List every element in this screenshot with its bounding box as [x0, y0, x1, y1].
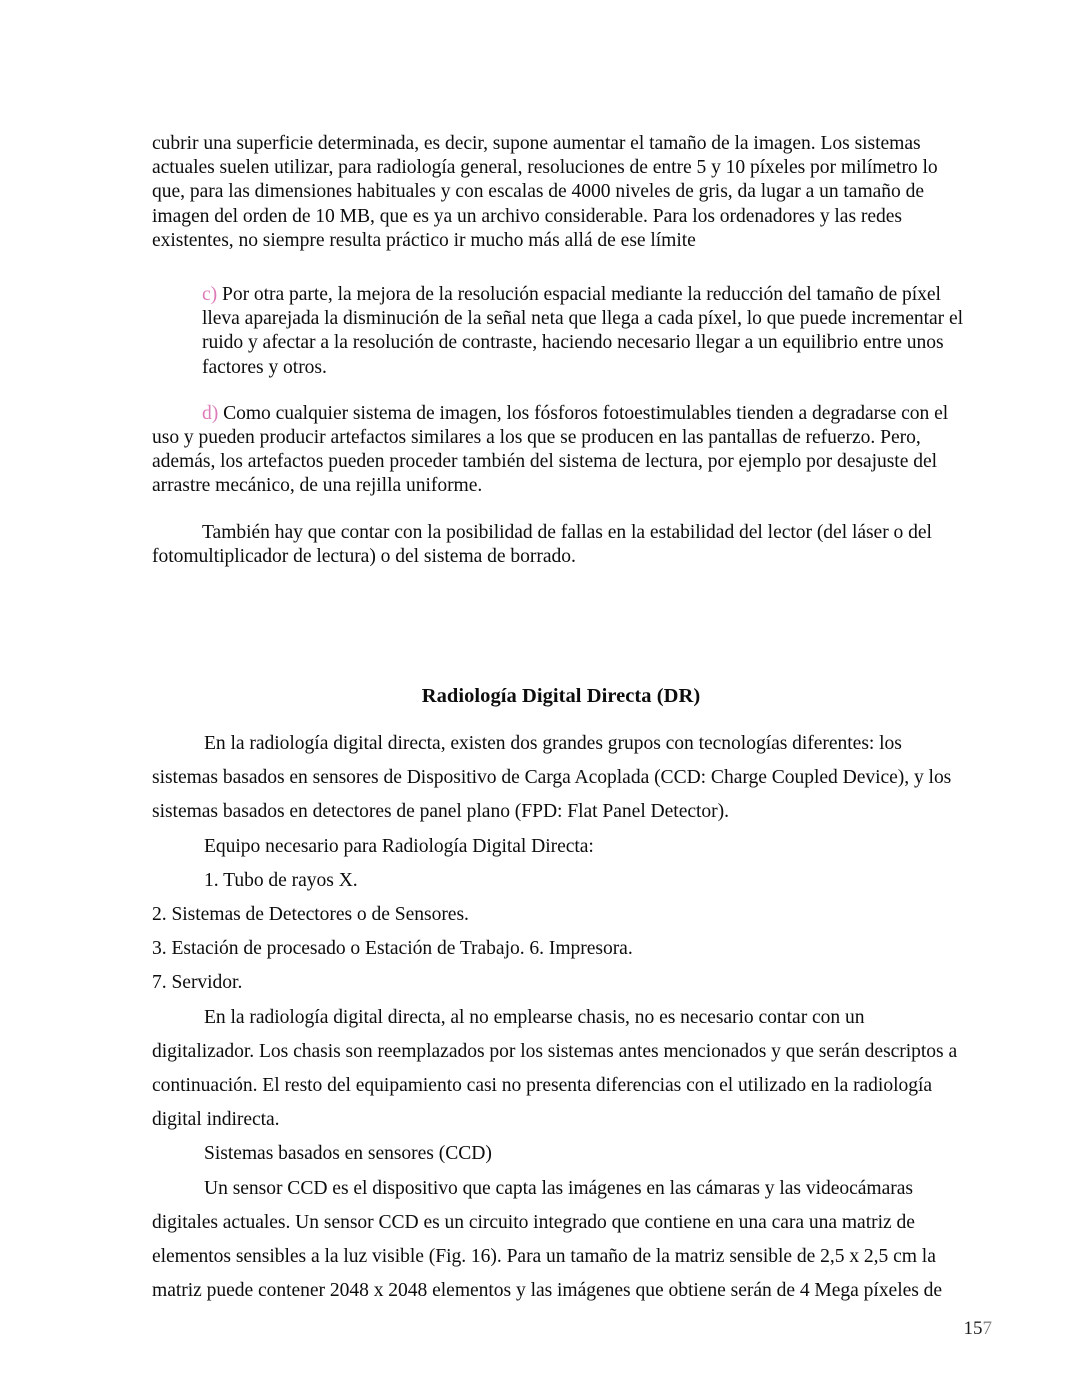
paragraph-chasis: En la radiología digital directa, al no emplearse chasis, no es necesario contar con un digitalizador. Los chasis son reemplazados por los sistemas antes mencionados y que serán descriptos a continuación. El resto del equipamiento casi no presenta diferencias con el utilizado en la radiología digital indirecta.: [152, 1006, 958, 1131]
list-item: 7. Servidor.: [152, 972, 243, 994]
spacer: [152, 253, 970, 283]
item-d-marker: d): [202, 402, 219, 424]
paragraph-dr-intro: En la radiología digital directa, existen dos grandes grupos con tecnologías diferentes: los sistemas basados en sensores de Dispositivo de Carga Acoplada (CCD: Charge Coupled Device), y los sistemas basados en detectores de panel plano (FPD: Flat Panel Detector).: [152, 733, 952, 823]
list-item: 3. Estación de procesado o Estación de Trabajo. 6. Impresora.: [152, 938, 633, 960]
paragraph-ccd: Un sensor CCD es el dispositivo que capta las imágenes en las cámaras y las videocámaras digitales actuales. Un sensor CCD es un circuito integrado que contiene en una cara una matriz de elementos sensibles a la luz visible (Fig. 16). Para un tamaño de la matriz sensible de 2,5 x 2,5 cm la matriz puede contener 2048 x 2048 elementos y las imágenes que obtiene serán de 4 Mega píxeles de: [152, 1177, 943, 1302]
page-number-partial-digit: 7: [982, 1318, 992, 1339]
list-item: 1. Tubo de rayos X.: [204, 869, 358, 891]
subheading-ccd: Sistemas basados en sensores (CCD): [204, 1143, 492, 1165]
page-content: [152, 132, 970, 1309]
spacer: [152, 709, 970, 727]
item-c-marker: c): [202, 284, 218, 306]
spacer: [152, 499, 970, 521]
list-item: 2. Sistemas de Detectores o de Sensores.: [152, 904, 469, 926]
item-d-paragraph: [152, 402, 970, 499]
paragraph-equipment-lead: Equipo necesario para Radiología Digital Directa:: [204, 835, 594, 857]
spacer: [152, 380, 970, 402]
item-c-block: [202, 283, 970, 380]
item-d-text: Como cualquier sistema de imagen, los fósforos fotoestimulables tienden a degradarse con el uso y pueden producir artefactos similares a los que se producen en las pantallas de refuerzo. Pero, además, los artefactos pueden proceder también del sistema de lectura, por ejemplo por desajuste del arrastre mecánico, de una rejilla uniforme.: [152, 402, 949, 497]
page-number-value: 15: [963, 1318, 983, 1339]
paragraph-tambien: También hay que contar con la posibilidad de fallas en la estabilidad del lector (del láser o del fotomultiplicador de lectura) o del sistema de borrado.: [152, 521, 932, 567]
item-c-paragraph: [202, 283, 970, 380]
page-title: Radiología Digital Directa (DR): [421, 685, 701, 708]
paragraph-intro-resolution: cubrir una superficie determinada, es decir, supone aumentar el tamaño de la imagen. Los sistemas actuales suelen utilizar, para radiología general, resoluciones de entre 5 y 10 píxeles por milímetro lo que, para las dimensiones habituales y con escalas de 4000 niveles de gris, da lugar a un tamaño de imagen del orden de 10 MB, que es ya un archivo considerable. Para los ordenadores y las redes existentes, no siempre resulta práctico ir mucho más allá de ese límite: [152, 133, 938, 251]
page-number: [964, 1318, 993, 1340]
spacer-before-heading: [152, 569, 970, 683]
item-c-text: Por otra parte, la mejora de la resolución espacial mediante la reducción del tamaño de píxel lleva aparejada la disminución de la señal neta que llega a cada píxel, lo que puede incrementar el ruido y afectar a la resolución de contraste, haciendo necesario llegar a un equilibrio entre unos factores y otros.: [202, 284, 964, 378]
